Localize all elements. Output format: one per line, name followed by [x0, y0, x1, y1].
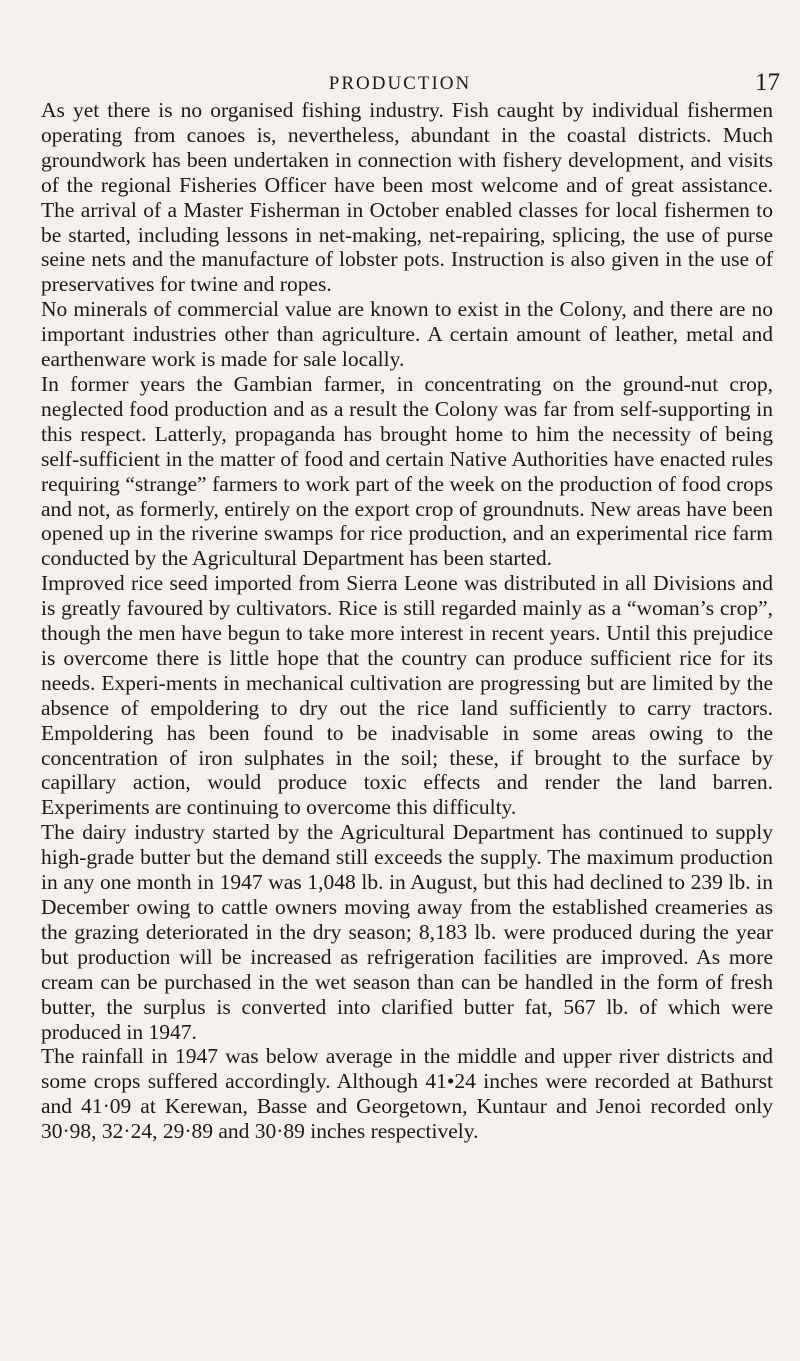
body-text — [41, 98, 773, 1144]
paragraph-minerals: No minerals of commercial value are known to exist in the Colony, and there are no important industries other than agriculture. A certain amount of leather, metal and earthenware work is made for sale locally. — [41, 297, 773, 372]
paragraph-rice: Improved rice seed imported from Sierra Leone was distributed in all Divisions and is greatly favoured by cultivators. Rice is still regarded mainly as a “woman’s crop”, though the men have begun to take more interest in recent years. Until this prejudice is overcome there is little hope that the country can produce sufficient rice for its needs. Experi-ments in mechanical cultivation are progressing but are limited by the absence of empoldering to dry out the rice land sufficiently to carry tractors. Empoldering has been found to be inadvisable in some areas owing to the concentration of iron sulphates in the soil; these, if brought to the surface by capillary action, would produce toxic effects and render the land barren. Experiments are continuing to overcome this difficulty. — [41, 571, 773, 820]
running-head: PRODUCTION — [328, 73, 472, 94]
page-number: 17 — [755, 69, 780, 96]
paragraph-rainfall: The rainfall in 1947 was below average in the middle and upper river districts and some crops suffered accordingly. Although 41•24 inches were recorded at Bathurst and 41·09 at Kerewan, Basse and Georgetown, Kuntaur and Jenoi recorded only 30·98, 32·24, 29·89 and 30·89 inches respectively. — [41, 1044, 773, 1144]
paragraph-food-production: In former years the Gambian farmer, in concentrating on the ground-nut crop, neglected food production and as a result the Colony was far from self-supporting in this respect. Latterly, propaganda has brought home to him the necessity of being self-sufficient in the matter of food and certain Native Authorities have enacted rules requiring “strange” farmers to work part of the week on the production of food crops and not, as formerly, entirely on the export crop of groundnuts. New areas have been opened up in the riverine swamps for rice production, and an experimental rice farm conducted by the Agricultural Department has been started. — [41, 371, 773, 571]
paragraph-fishing: As yet there is no organised fishing industry. Fish caught by individual fishermen operating from canoes is, nevertheless, abundant in the coastal districts. Much groundwork has been undertaken in connection with fishery development, and visits of the regional Fisheries Officer have been most welcome and of great assistance. The arrival of a Master Fisherman in October enabled classes for local fishermen to be started, including lessons in net-making, net-repairing, splicing, the use of purse seine nets and the manufacture of lobster pots. Instruction is also given in the use of preservatives for twine and ropes. — [41, 98, 773, 297]
page-header — [0, 70, 800, 98]
paragraph-dairy: The dairy industry started by the Agricultural Department has continued to supply high-grade butter but the demand still exceeds the supply. The maximum production in any one month in 1947 was 1,048 lb. in August, but this had declined to 239 lb. in December owing to cattle owners moving away from the established creameries as the grazing deteriorated in the dry season; 8,183 lb. were produced during the year but production will be increased as refrigeration facilities are improved. As more cream can be purchased in the wet season than can be handled in the form of fresh butter, the surplus is converted into clarified butter fat, 567 lb. of which were produced in 1947. — [41, 820, 773, 1044]
